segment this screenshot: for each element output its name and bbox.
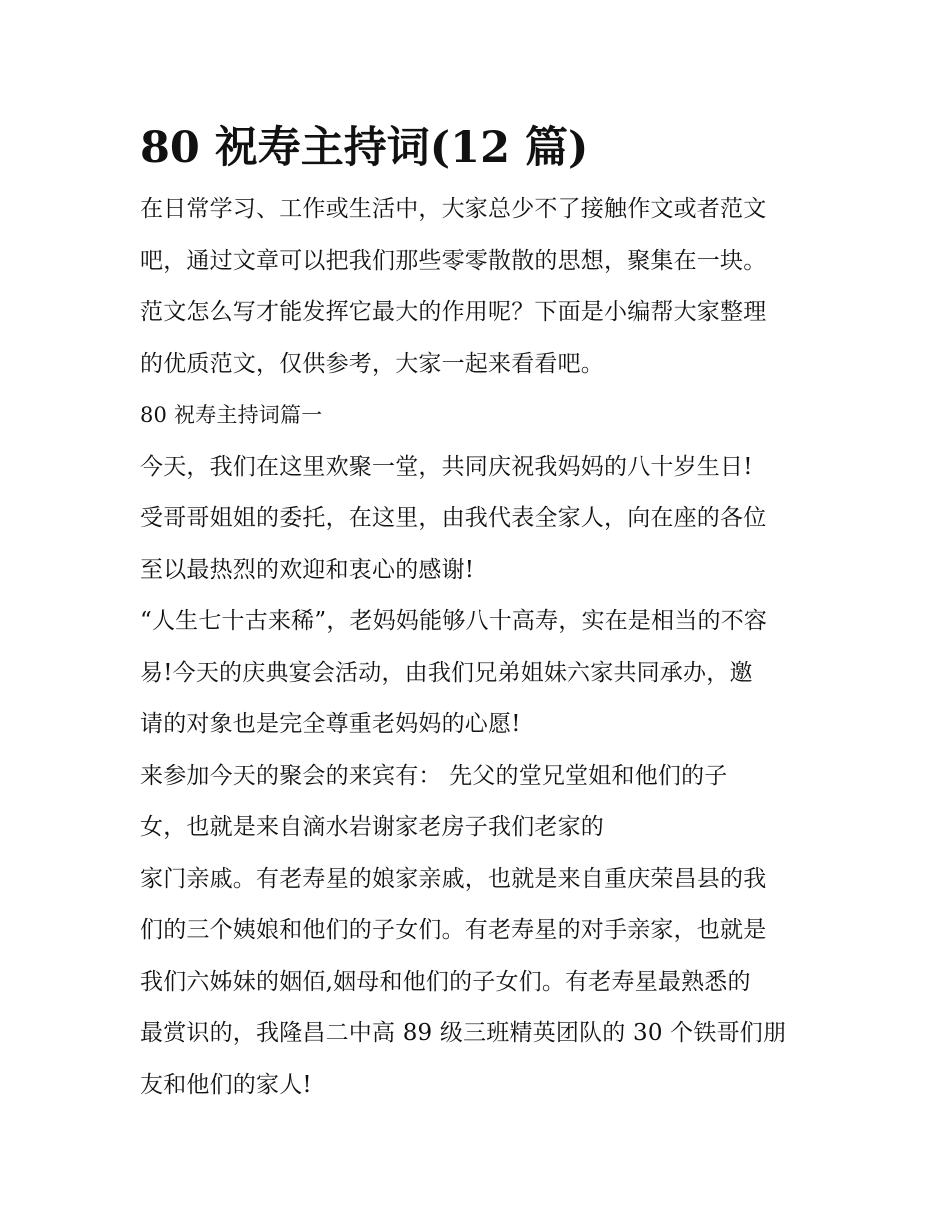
intro-line-3: 范文怎么写才能发挥它最大的作用呢？下面是小编帮大家整理 — [140, 299, 767, 325]
paragraph-line: 请的对象也是完全尊重老妈妈的心愿! — [140, 711, 521, 737]
paragraph-line: 最赏识的，我隆昌二中高 89 级三班精英团队的 30 个铁哥们朋 — [140, 1020, 787, 1046]
intro-line-1: 在日常学习、工作或生活中，大家总少不了接触作文或者范文 — [140, 196, 767, 222]
section-heading: 80 祝寿主持词篇一 — [140, 403, 323, 427]
document-body — [140, 112, 820, 1111]
paragraph-line: “人生七十古来稀”，老妈妈能够八十高寿，实在是相当的不容 — [140, 608, 768, 634]
paragraph-line: 来参加今天的聚会的来宾有： 先父的堂兄堂姐和他们的子 — [140, 762, 728, 789]
paragraph-line: 家门亲戚。有老寿星的娘家亲戚，也就是来自重庆荣昌县的我 — [140, 865, 767, 892]
paragraph-line: 至以最热烈的欢迎和衷心的感谢! — [140, 556, 475, 583]
paragraph-line: 今天，我们在这里欢聚一堂，共同庆祝我妈妈的八十岁生日! — [140, 453, 753, 480]
paragraph-line: 易!今天的庆典宴会活动，由我们兄弟姐妹六家共同承办，邀 — [140, 659, 753, 686]
paragraph-line: 我们六姊妹的姻佰,姻母和他们的子女们。有老寿星最熟悉的 — [140, 968, 751, 995]
paragraph-line: 们的三个姨娘和他们的子女们。有老寿星的对手亲家，也就是 — [140, 917, 767, 943]
intro-line-4: 的优质范文，仅供参考，大家一起来看看吧。 — [140, 350, 604, 377]
paragraph-line: 友和他们的家人! — [140, 1071, 312, 1098]
paragraph-line: 女，也就是来自滴水岩谢家老房子我们老家的 — [140, 814, 604, 840]
document-title: 80 祝寿主持词(12 篇) — [140, 123, 589, 173]
paragraph-line: 受哥哥姐姐的委托，在这里，由我代表全家人，向在座的各位 — [140, 505, 767, 531]
intro-line-2: 吧，通过文章可以把我们那些零零散散的思想，聚集在一块。 — [140, 247, 767, 274]
